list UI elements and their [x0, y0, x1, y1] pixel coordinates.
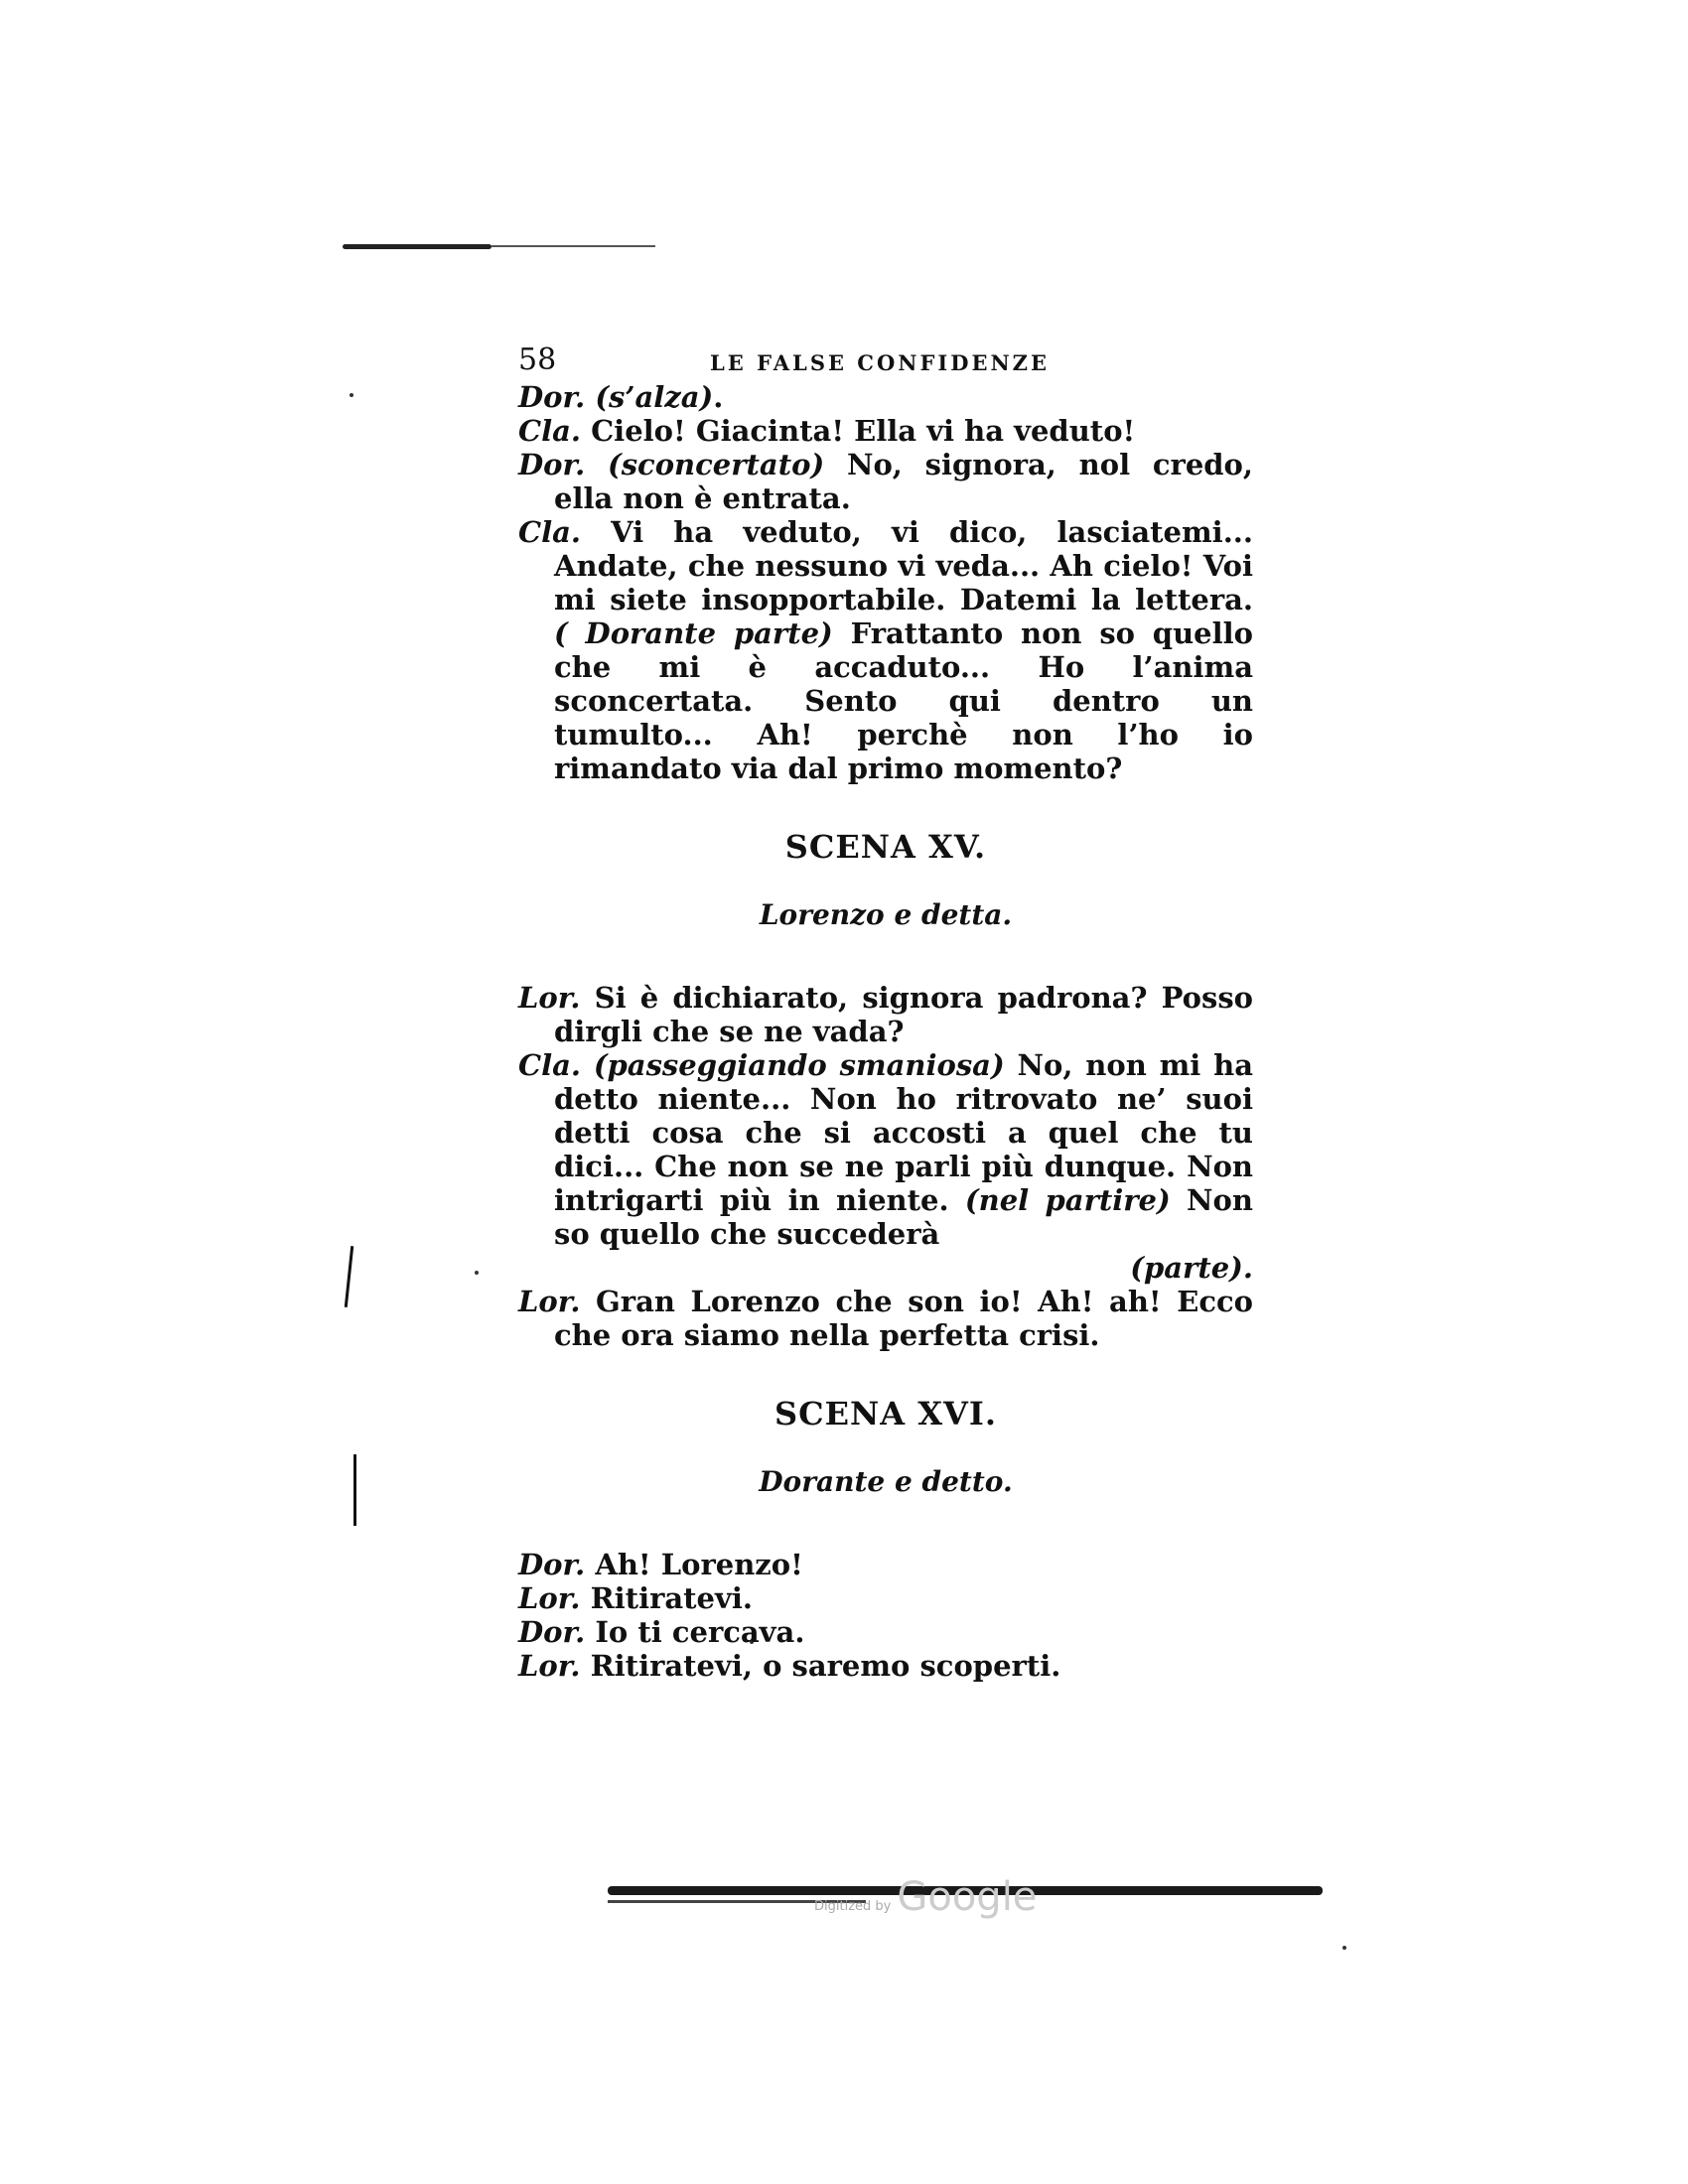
- page-header: [518, 342, 1253, 380]
- top-rule-thin: [492, 245, 655, 247]
- speech-line: [518, 1548, 1253, 1581]
- stage-direction: (sconcertato): [608, 448, 825, 481]
- speech-text: Gran Lorenzo che son io! Ah! ah! Ecco che ora siamo nella perfetta crisi.: [554, 1285, 1253, 1352]
- speech-line: [518, 981, 1253, 1048]
- speaker-name: Lor.: [518, 1581, 581, 1615]
- running-head: LE FALSE CONFIDENZE: [710, 350, 1050, 375]
- speech-line: [518, 414, 1253, 448]
- speech-text: No, non mi ha detto niente... Non ho ritrovato ne’ suoi detti cosa che si accosti a quel che tu dici... Che non se ne parli più dunque. Non intrigarti più in niente.: [554, 1048, 1254, 1217]
- stage-direction: ( Dorante parte): [554, 616, 833, 650]
- speech-text: Ah! Lorenzo!: [595, 1548, 803, 1581]
- stage-direction: (nel partire): [964, 1183, 1171, 1217]
- stage-direction: (passeggiando smaniosa): [593, 1048, 1005, 1082]
- scene-persons: Dorante e detto.: [759, 1465, 1013, 1498]
- speech-text: Ritiratevi.: [590, 1581, 753, 1615]
- punctuation: .: [713, 380, 724, 414]
- page-number: 58: [518, 342, 557, 377]
- top-rule: [343, 244, 492, 249]
- scene-title: SCENA XVI.: [774, 1395, 997, 1433]
- book-page: [518, 342, 1253, 1683]
- stage-direction: (s’alza): [595, 380, 714, 414]
- speech-line: [518, 448, 1253, 515]
- watermark-brand: Google: [897, 1874, 1038, 1920]
- speaker-name: Lor.: [518, 1285, 581, 1318]
- speech-line: [518, 1649, 1253, 1683]
- speech-text: Vi ha veduto, vi dico, lasciatemi... Andate, che nessuno vi veda... Ah cielo! Voi mi siete insopportabile. Datemi la lettera.: [554, 515, 1253, 616]
- speaker-name: Lor.: [518, 981, 581, 1015]
- speck: [350, 393, 353, 397]
- speech-line: [518, 1615, 1253, 1649]
- speech-line: [518, 515, 1253, 785]
- scene-persons: Lorenzo e detta.: [759, 898, 1013, 931]
- speech-text: Ritiratevi, o saremo scoperti.: [590, 1649, 1061, 1683]
- watermark-prefix: Digitized by: [814, 1899, 892, 1914]
- speck: [475, 1271, 479, 1275]
- speaker-name: Cla.: [518, 1048, 581, 1082]
- stage-direction: (parte).: [1130, 1251, 1253, 1285]
- speaker-name: Cla.: [518, 414, 581, 448]
- speaker-name: Lor.: [518, 1649, 581, 1683]
- speech-text: No, signora, nol credo, ella non è entrata.: [554, 448, 1253, 515]
- margin-mark: [345, 1246, 353, 1307]
- speech-line: [518, 1048, 1253, 1285]
- speaker-name: Cla.: [518, 515, 581, 549]
- speaker-name: Dor.: [518, 1615, 586, 1649]
- speech-text: Non so quello che succederà: [554, 1183, 1253, 1251]
- speech-text: Io ti cercava.: [595, 1615, 805, 1649]
- speech-line: [518, 380, 1253, 414]
- speaker-name: Dor.: [518, 448, 586, 481]
- scene-title: SCENA XV.: [784, 828, 987, 866]
- speaker-name: Dor.: [518, 380, 586, 414]
- speaker-name: Dor.: [518, 1548, 586, 1581]
- speech-line: [518, 1285, 1253, 1352]
- speech-text: Si è dichiarato, signora padrona? Posso dirgli che se ne vada?: [554, 981, 1253, 1048]
- margin-mark: [353, 1454, 356, 1526]
- speck: [1342, 1946, 1346, 1950]
- speech-text: Cielo! Giacinta! Ella vi ha veduto!: [591, 414, 1136, 448]
- digitization-watermark: [814, 1874, 1037, 1920]
- speech-text: Frattanto non so quello che mi è accaduto... Ho l’anima sconcertata. Sento qui dentro un tumulto... Ah! perchè non l’ho io rimandato via dal primo momento?: [554, 616, 1253, 785]
- speech-line: [518, 1581, 1253, 1615]
